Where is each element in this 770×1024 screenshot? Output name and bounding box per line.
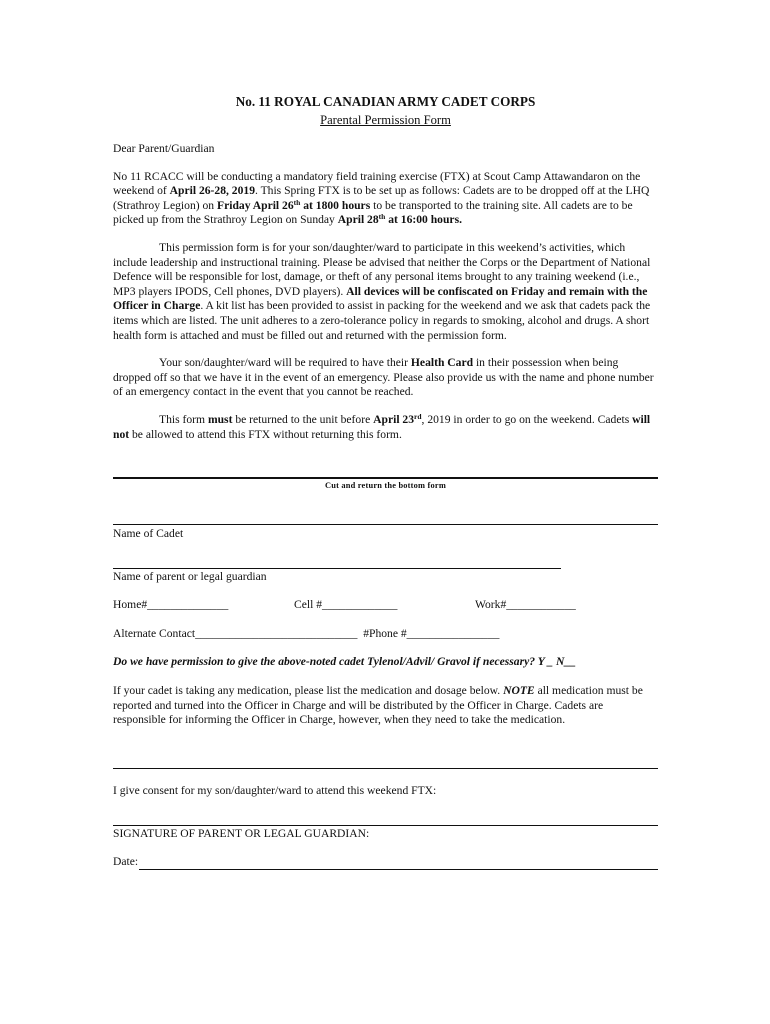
letter-body [113,94,658,442]
paragraph-ftx-details: No 11 RCACC will be conducting a mandatory field training exercise (FTX) at Scout Camp Attawandaron on the weekend of April 26-28, 2019. This Spring FTX is to be set up as follows: Cadets are to be dropped off at the LHQ (Strathroy Legion) on Friday April 26th at 1800 hours to be transported to the training site. All cadets are to be picked up from the Strathroy Legion on Sunday April 28th at 16:00 hours. [113,169,650,227]
cell-phone-field[interactable]: Cell #_____________ [294,598,398,611]
home-phone-field[interactable]: Home#______________ [113,598,229,611]
parent-name-label: Name of parent or legal guardian [113,570,267,583]
paragraph-return-deadline: This form must be returned to the unit before April 23rd, 2019 in order to go on the weekend. Cadets will not be allowed to attend this FTX without returning this form. [113,411,651,441]
form-subtitle: Parental Permission Form [320,113,451,127]
cadet-name-line[interactable] [113,524,658,525]
medication-permission-question: Do we have permission to give the above-noted cadet Tylenol/Advil/ Gravol if necessary? Y _ N__ [113,655,576,668]
paragraph-health-card: Your son/daughter/ward will be required to have their Health Card in their possession when being dropped off so that we have it in the event of an emergency. Please also provide us with the name and phone number of an emergency contact in the event that you cannot be reached. [113,356,654,399]
date-line[interactable] [139,869,658,870]
cut-line [113,477,658,479]
alternate-contact-field[interactable]: Alternate Contact____________________________ #Phone #________________ [113,627,500,640]
cut-label: Cut and return the bottom form [325,481,446,490]
medication-entry-line[interactable] [113,768,658,769]
form-title: No. 11 ROYAL CANADIAN ARMY CADET CORPS [235,94,536,109]
work-phone-field[interactable]: Work#____________ [475,598,576,611]
medication-instructions: If your cadet is taking any medication, please list the medication and dosage below. NOTE all medication must be reported and turned into the Officer in Charge and will be distributed by the Officer in Charge. Cadets are responsible for informing the Officer in Charge, however, when they need to take the medication. [113,684,643,727]
paragraph-permission-info: This permission form is for your son/daughter/ward to participate in this weekend’s activities, which include leadership and instructional training. Please be advised that neither the Corps or the Department of National Defence will be responsible for lost, damage, or theft of any personal items brought to any training weekend (i.e., MP3 players IPODS, Cell phones, DVD players). All devices will be confiscated on Friday and remain with the Officer in Charge. A kit list has been provided to assist in packing for the weekend and we ask that cadets pack the items which are listed. The unit adheres to a zero-tolerance policy in regards to smoking, alcohol and drugs. A short health form is attached and must be filled out and returned with the permission form. [113,240,651,342]
parent-name-line[interactable] [113,568,561,569]
cadet-name-label: Name of Cadet [113,527,184,540]
signature-label: SIGNATURE OF PARENT OR LEGAL GUARDIAN: [113,827,370,840]
signature-line[interactable] [113,825,658,826]
date-label: Date: [113,855,139,868]
consent-statement: I give consent for my son/daughter/ward to attend this weekend FTX: [113,784,437,797]
salutation: Dear Parent/Guardian [113,142,215,155]
